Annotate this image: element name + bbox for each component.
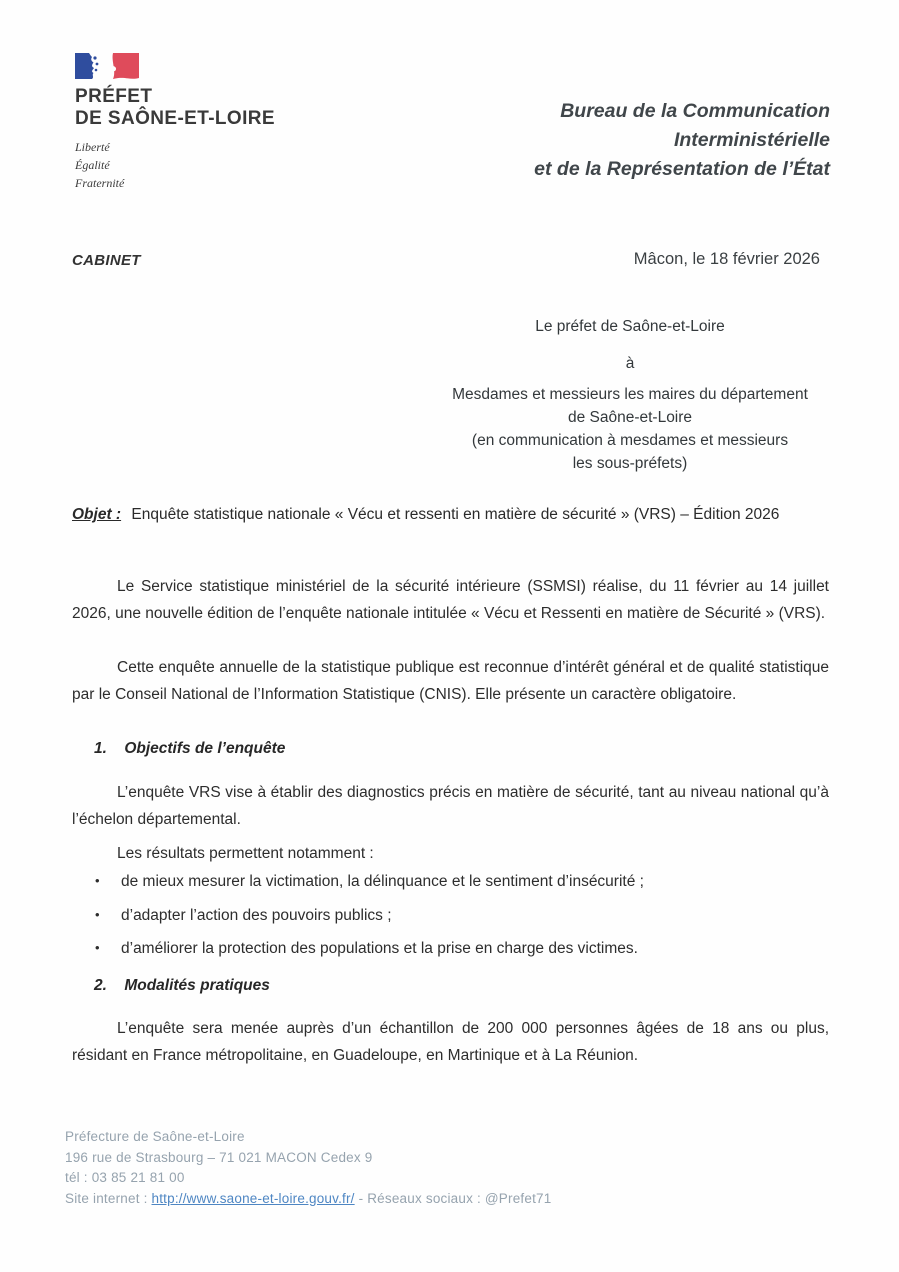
motto-fraternite: Fraternité [75,176,125,190]
addressee-block [400,315,860,475]
motto-liberte: Liberté [75,140,110,154]
addressee-line: Mesdames et messieurs les maires du département [452,386,808,403]
bureau-line3: et de la Représentation de l’État [534,158,830,180]
prefecture-name [75,86,275,130]
french-flag-marianne-icon [75,52,139,80]
republic-motto [75,138,275,192]
body-paragraph-2: Cette enquête annuelle de la statistique publique est reconnue d’intérêt général et de qualité statistique par le Conseil National de l’Information Statistique (CNIS). Elle présente un caractère obligatoire. [72,659,829,703]
footer-block [65,1127,829,1209]
footer-prefecture-name: Préfecture de Saône-et-Loire [65,1129,245,1144]
section-title: Modalités pratiques [124,977,270,994]
section-title: Objectifs de l’enquête [124,740,286,757]
motto-egalite: Égalité [75,158,110,172]
subject-label: Objet : [72,506,122,523]
prefecture-name-line1: PRÉFET [75,86,153,107]
section-number: 2. [94,977,107,994]
website-link[interactable]: http://www.saone-et-loire.gouv.fr/ [151,1190,355,1206]
section-heading-1 [94,740,829,758]
subject-line [72,506,829,524]
addressee-line: les sous-préfets) [572,455,688,472]
bullet-item [95,940,829,958]
bureau-line1: Bureau de la Communication [560,100,830,122]
bullet-item [95,873,829,891]
dateline: Mâcon, le 18 février 2026 [633,250,820,268]
footer-address: 196 rue de Strasbourg – 71 021 MACON Cedex 9 [65,1149,373,1165]
bureau-title [410,97,830,184]
bullet-icon: • [95,907,100,922]
body-paragraph-3: L’enquête VRS vise à établir des diagnostics précis en matière de sécurité, tant au niveau national qu’à l’échelon départemental. [72,784,829,828]
addressee-line: (en communication à mesdames et messieurs [471,432,789,449]
footer-social: - Réseaux sociaux : @Prefet71 [354,1190,552,1206]
body-paragraph-5: L’enquête sera menée auprès d’un échantillon de 200 000 personnes âgées de 18 ans ou plus, résidant en France métropolitaine, en Guadeloupe, en Martinique et à La Réunion. [72,1020,829,1064]
body-paragraph-1: Le Service statistique ministériel de la sécurité intérieure (SSMSI) réalise, du 11 février au 14 juillet 2026, une nouvelle édition de l’enquête nationale intitulée « Vécu et Ressenti en matière de Sécurité » (VRS). [72,578,829,622]
bullet-item [95,907,829,925]
bullet-icon: • [95,873,100,888]
addressee-line: de Saône-et-Loire [567,409,693,426]
subject-text: Enquête statistique nationale « Vécu et ressenti en matière de sécurité » (VRS) – Édition 2026 [131,506,780,523]
section-number: 1. [94,740,107,757]
prefecture-name-line2: DE SAÔNE-ET-LOIRE [75,108,275,129]
bullet-icon: • [95,940,100,955]
addressee-sender: Le préfet de Saône-et-Loire [535,318,725,335]
section-heading-2 [94,977,829,995]
addressee-to: à [625,355,635,372]
footer-site-line [65,1189,829,1210]
footer-phone: tél : 03 85 21 81 00 [65,1170,185,1185]
bureau-line2: Interministérielle [673,129,830,151]
bullet-text: d’adapter l’action des pouvoirs publics ; [121,907,392,924]
body-paragraph-4: Les résultats permettent notamment : [117,845,374,862]
prefecture-logo [75,52,275,192]
bullet-text: d’améliorer la protection des populations et la prise en charge des victimes. [121,940,638,957]
cabinet-label: CABINET [72,252,141,269]
bullet-text: de mieux mesurer la victimation, la délinquance et le sentiment d’insécurité ; [121,873,644,890]
footer-site-prefix: Site internet : [65,1190,152,1206]
